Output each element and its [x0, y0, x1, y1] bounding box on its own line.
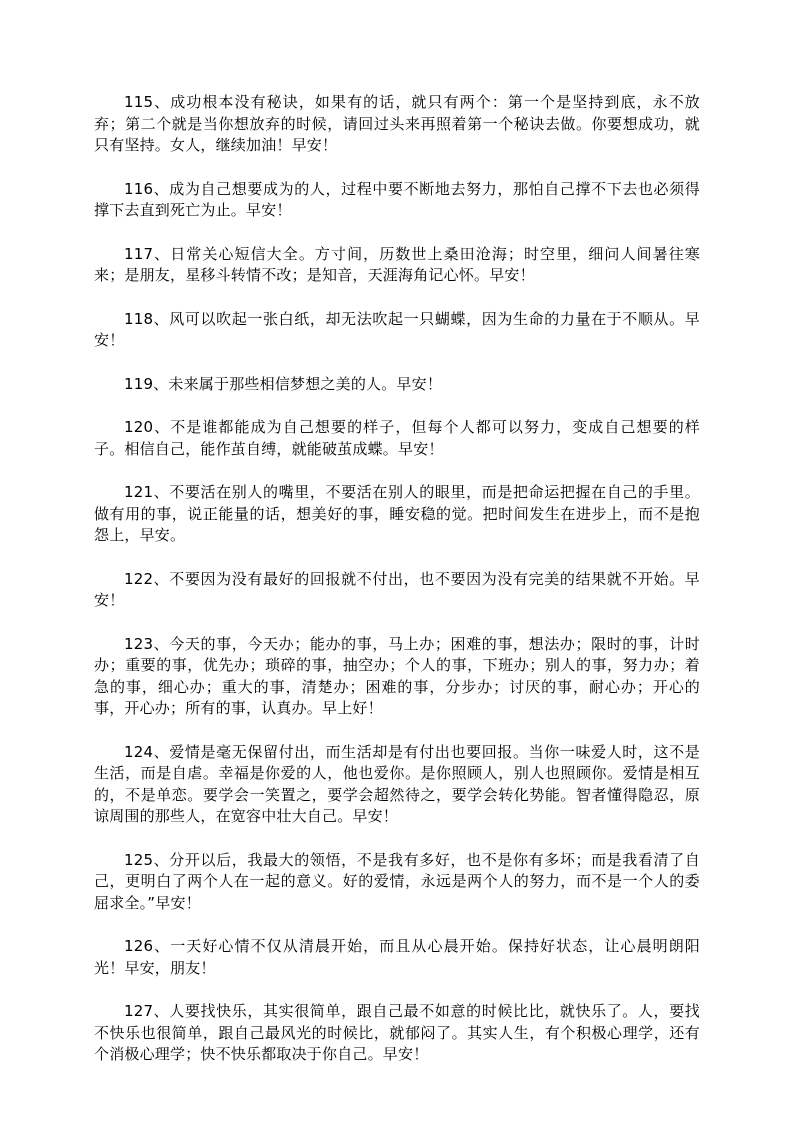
paragraph-118: 118、风可以吹起一张白纸，却无法吹起一只蝴蝶，因为生命的力量在于不顺从。早安！ [94, 309, 700, 349]
paragraph-123: 123、今天的事，今天办；能办的事，马上办；困难的事，想法办；限时的事，计时办；重要的事，优先办；琐碎的事，抽空办；个人的事，下班办；别人的事，努力办；着急的事，细心办；重大的事，清楚办；困难的事，分步办；讨厌的事，耐心办；开心的事，开心办；所有的事，认真办。早上好！ [94, 634, 700, 717]
paragraph-116: 116、成为自己想要成为的人，过程中要不断地去努力，那怕自己撑不下去也必须得撑下去直到死亡为止。早安！ [94, 179, 700, 219]
document-page [94, 92, 700, 1088]
paragraph-119: 119、未来属于那些相信梦想之美的人。早安！ [124, 374, 443, 393]
paragraph-121: 121、不要活在别人的嘴里，不要活在别人的眼里，而是把命运把握在自己的手里。做有用的事，说正能量的话，想美好的事，睡安稳的觉。把时间发生在进步上，而不是抱怨上，早安。 [94, 483, 700, 544]
paragraph-124: 124、爱情是毫无保留付出，而生活却是有付出也要回报。当你一味爱人时，这不是生活，而是自虐。幸福是你爱的人，他也爱你。是你照顾人，别人也照顾你。爱情是相互的，不是单恋。要学会一笑置之，要学会超然待之，要学会转化势能。智者懂得隐忍，原谅周围的那些人，在宽容中壮大自己。早安！ [94, 742, 700, 825]
paragraph-125: 125、分开以后，我最大的领悟，不是我有多好，也不是你有多坏；而是我看清了自己，更明白了两个人在一起的意义。好的爱情，永远是两个人的努力，而不是一个人的委屈求全。”早安！ [94, 850, 700, 912]
paragraph-127: 127、人要找快乐，其实很简单，跟自己最不如意的时候比比，就快乐了。人，要找不快乐也很简单，跟自己最风光的时候比，就郁闷了。其实人生，有个积极心理学，还有个消极心理学；快不快乐都取决于你自己。早安！ [94, 1002, 700, 1063]
paragraph-115: 115、成功根本没有秘诀，如果有的话，就只有两个：第一个是坚持到底，永不放弃；第二个就是当你想放弃的时候，请回过头来再照着第一个秘诀去做。你要想成功，就只有坚持。女人，继续加油！早安！ [94, 93, 700, 154]
paragraph-122: 122、不要因为没有最好的回报就不付出，也不要因为没有完美的结果就不开始。早安！ [94, 569, 700, 609]
paragraph-120: 120、不是谁都能成为自己想要的样子，但每个人都可以努力，变成自己想要的样子。相信自己，能作茧自缚，就能破茧成蝶。早安！ [94, 418, 700, 458]
paragraph-117: 117、日常关心短信大全。方寸间，历数世上桑田沧海；时空里，细问人间暑往寒来；是朋友，星移斗转情不改；是知音，天涯海角记心怀。早安！ [94, 244, 700, 284]
paragraph-126: 126、一天好心情不仅从清晨开始，而且从心晨开始。保持好状态，让心晨明朗阳光！早安，朋友！ [94, 937, 700, 977]
